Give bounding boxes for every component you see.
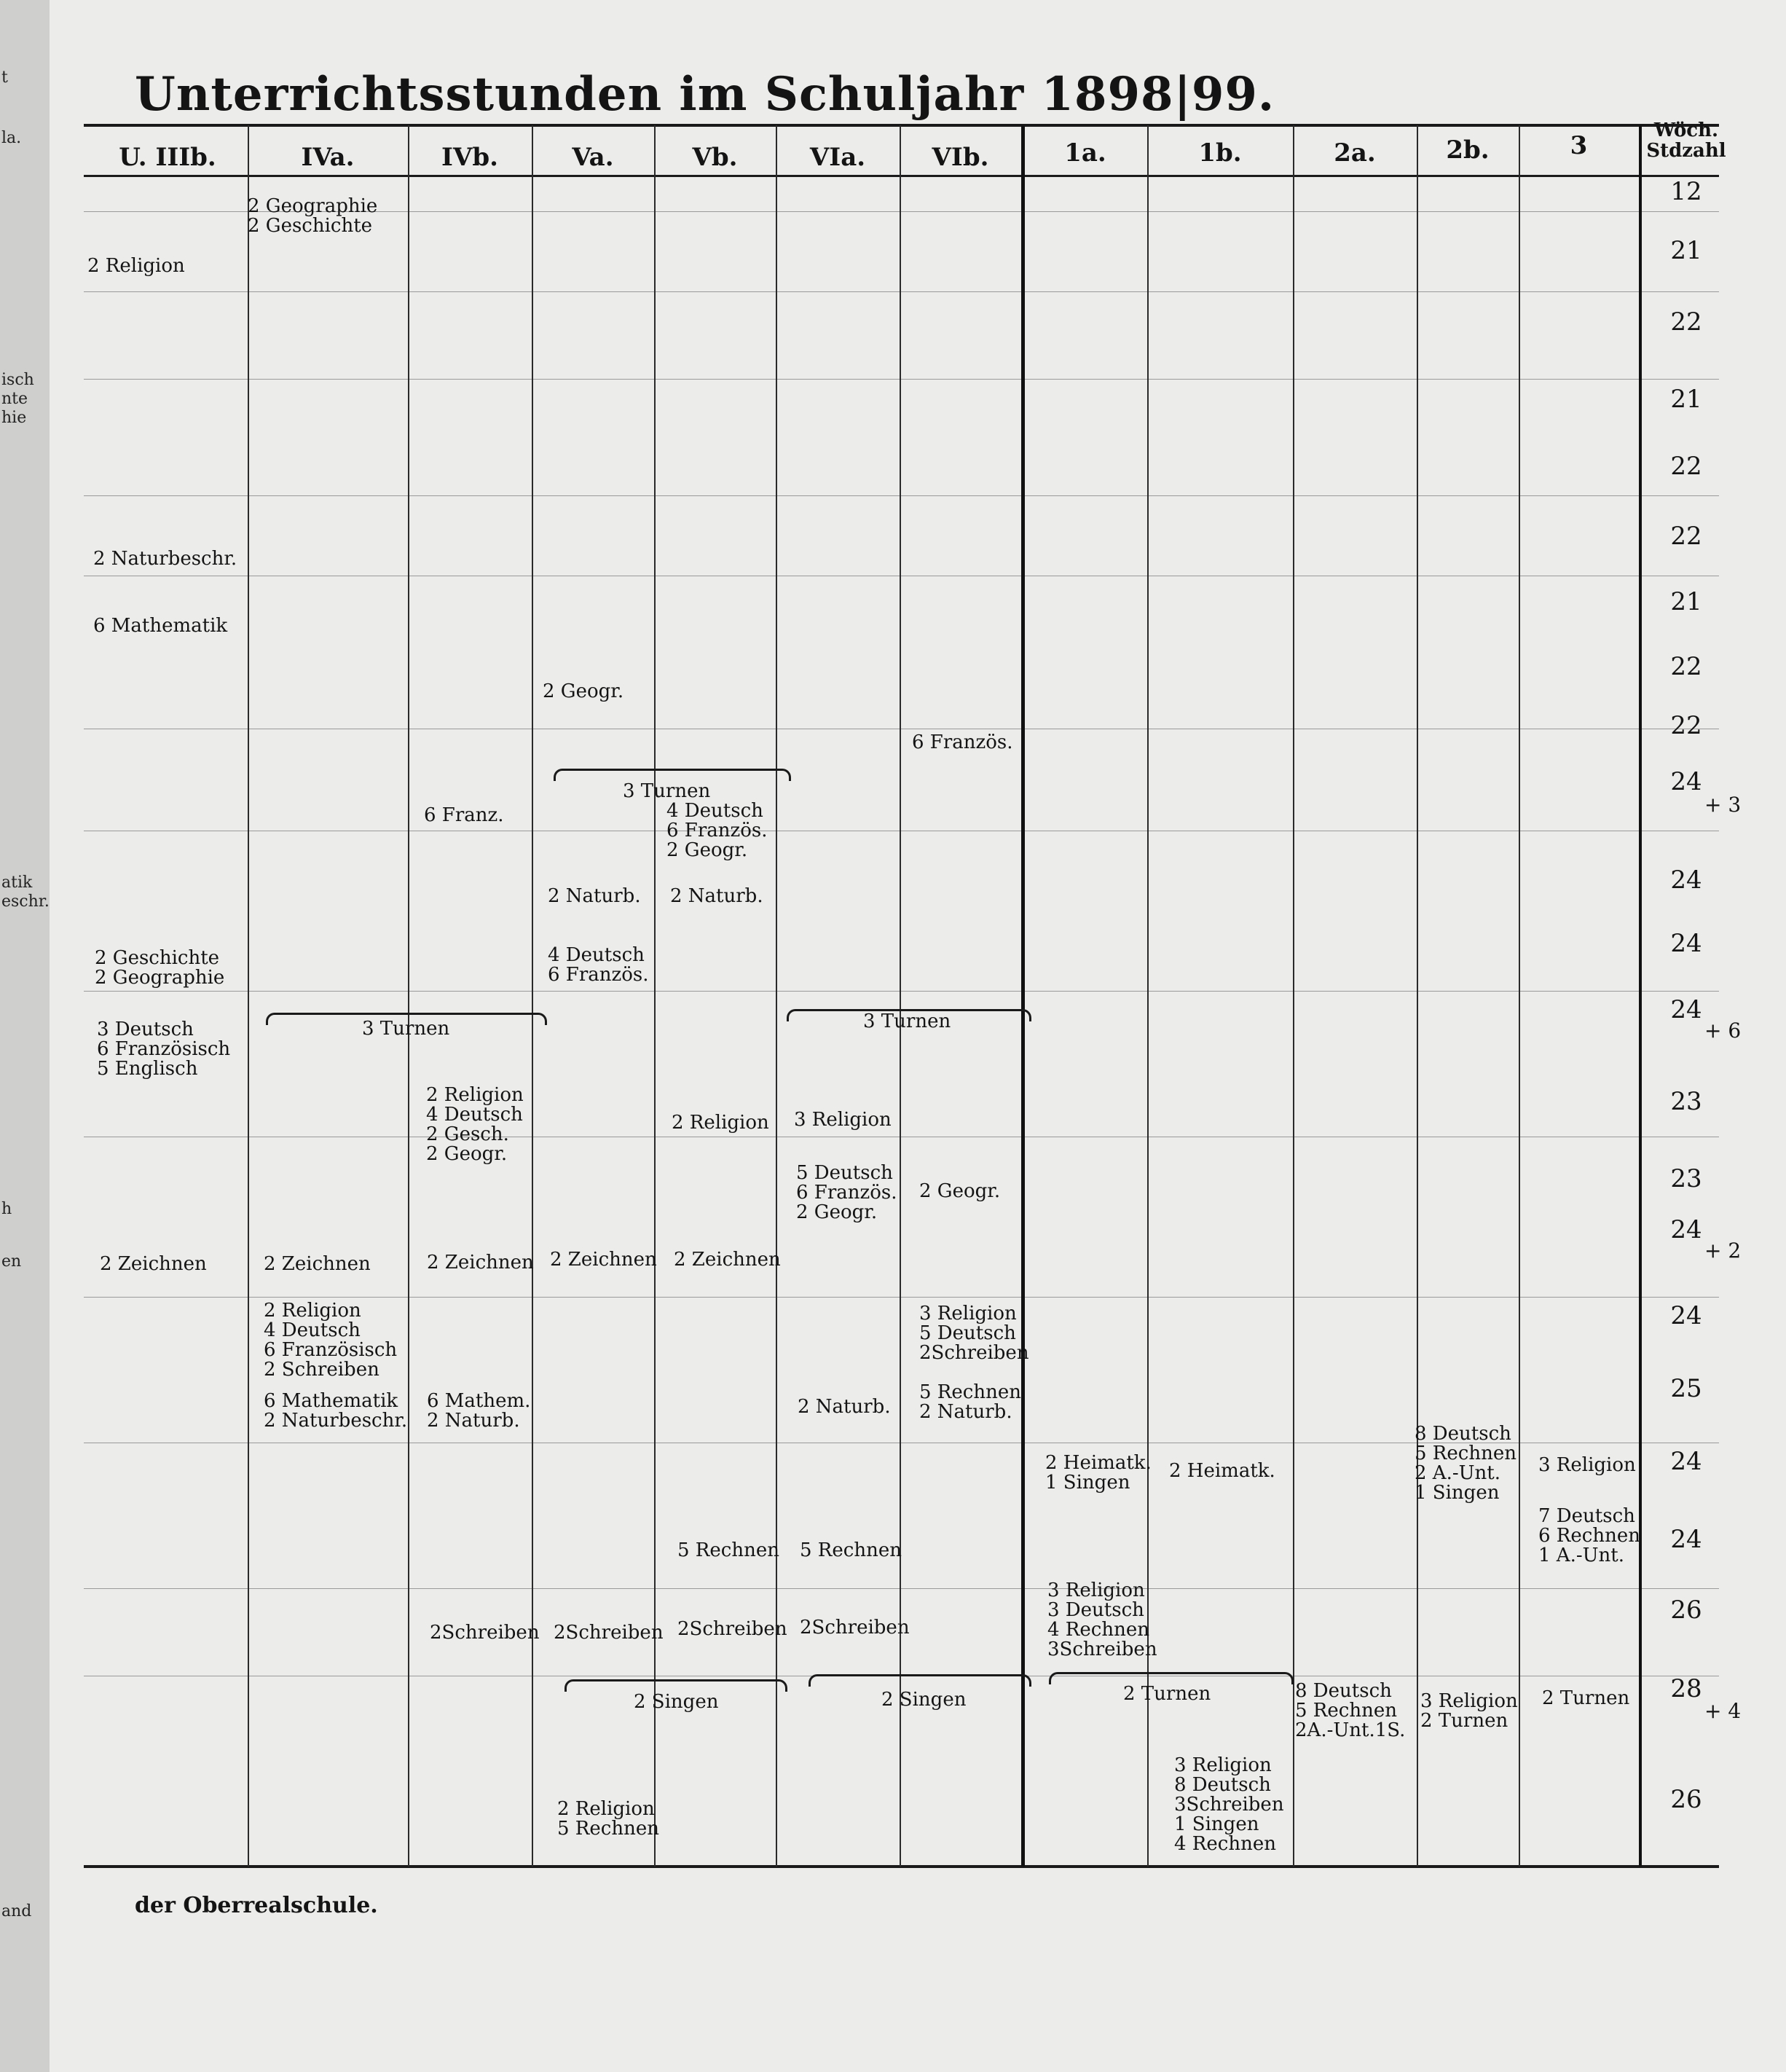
weekly-total: 22 (1670, 452, 1702, 481)
edge-fragment: eschr. (1, 892, 50, 911)
column-divider-heavy (1021, 125, 1025, 1867)
row-line (84, 1588, 1719, 1589)
lesson-cell: 2 Religion 4 Deutsch 6 Französisch 2 Schreiben (264, 1300, 398, 1381)
top-rule (84, 124, 1719, 127)
span-brace (564, 1679, 787, 1692)
column-divider (776, 125, 777, 1867)
lesson-cell: 5 Rechnen (800, 1539, 902, 1561)
lesson-cell: 3 Religion 2 Turnen (1420, 1690, 1518, 1732)
lesson-cell: 7 Deutsch 6 Rechnen 1 A.-Unt. (1538, 1505, 1640, 1566)
edge-fragment: hie (1, 409, 27, 427)
extra-hours: + 4 (1704, 1699, 1742, 1723)
weekly-total: 21 (1670, 385, 1702, 414)
weekly-total: 24 (1670, 1215, 1702, 1244)
column-header: 3 (1570, 131, 1588, 160)
lesson-cell: 2 Turnen (1123, 1683, 1211, 1705)
weekly-total: 24 (1670, 929, 1702, 958)
lesson-cell: 3 Turnen (623, 780, 711, 802)
lesson-cell: 2 Religion 4 Deutsch 2 Gesch. 2 Geogr. (426, 1084, 524, 1165)
weekly-total: 24 (1670, 1447, 1702, 1476)
weekly-total: 21 (1670, 236, 1702, 265)
row-line (84, 379, 1719, 380)
weekly-total: 22 (1670, 711, 1702, 740)
lesson-cell: 3 Religion 8 Deutsch 3Schreiben 1 Singen 4 Rechnen (1174, 1754, 1284, 1855)
lesson-cell: 2 Religion (672, 1112, 769, 1134)
header-rule (84, 175, 1719, 177)
lesson-cell: 3 Turnen (362, 1018, 450, 1040)
lesson-cell: 2 Naturbeschr. (93, 548, 237, 570)
bottom-rule (84, 1865, 1719, 1868)
weekly-total: 23 (1670, 1087, 1702, 1116)
weekly-total: 26 (1670, 1785, 1702, 1814)
lesson-cell: 4 Deutsch 6 Französ. (548, 944, 649, 986)
lesson-cell: 2 Geschichte 2 Geographie (95, 947, 225, 989)
lesson-cell: 2 Naturb. (670, 885, 763, 907)
left-margin-strip (0, 0, 52, 2072)
lesson-cell: 2Schreiben (677, 1618, 787, 1640)
weekly-total: 23 (1670, 1164, 1702, 1193)
lesson-cell: 2 Zeichnen (100, 1253, 207, 1275)
lesson-cell: 2Schreiben (554, 1622, 664, 1644)
lesson-cell: 2 Singen (634, 1691, 719, 1713)
lesson-cell: 5 Rechnen 2 Naturb. (919, 1381, 1021, 1423)
lesson-cell: 5 Rechnen (677, 1539, 779, 1561)
column-header: 2a. (1334, 138, 1376, 168)
lesson-cell: 3 Religion (1538, 1454, 1636, 1476)
lesson-cell: 2 Heimatk. (1169, 1460, 1275, 1482)
lesson-cell: 4 Deutsch 6 Französ. 2 Geogr. (666, 800, 768, 861)
page-footer: der Oberrealschule. (135, 1893, 378, 1918)
lesson-cell: 6 Mathematik 2 Naturbeschr. (264, 1390, 408, 1432)
document-page (50, 0, 1786, 2072)
column-divider (654, 125, 656, 1867)
column-header: 1a. (1064, 138, 1106, 168)
column-divider (248, 125, 249, 1867)
row-line (84, 291, 1719, 292)
lesson-cell: 2 Religion 5 Rechnen (557, 1798, 659, 1840)
column-divider (532, 125, 533, 1867)
lesson-cell: 2 Singen (881, 1689, 967, 1711)
row-line (84, 495, 1719, 496)
row-line (84, 1297, 1719, 1298)
lesson-cell: 2 Zeichnen (264, 1253, 371, 1275)
page-title: Unterrichtsstunden im Schuljahr 1898|99. (135, 67, 1275, 122)
weekly-total: 21 (1670, 587, 1702, 616)
weekly-total: 22 (1670, 652, 1702, 681)
column-header: 1b. (1198, 138, 1242, 168)
lesson-cell: 2 Naturb. (548, 885, 641, 907)
column-header: U. IIIb. (119, 143, 216, 172)
lesson-cell: 3 Religion (794, 1109, 892, 1131)
lesson-cell: 2 Religion (87, 255, 185, 277)
lesson-cell: 2 Geogr. (543, 680, 624, 702)
span-brace (554, 769, 791, 781)
lesson-cell: 3 Turnen (863, 1011, 951, 1032)
edge-fragment: atik (1, 874, 33, 892)
lesson-cell: 2 Zeichnen (427, 1252, 534, 1274)
lesson-cell: 2 Geographie 2 Geschichte (248, 195, 378, 237)
column-header: IVa. (301, 143, 355, 172)
column-header: IVb. (441, 143, 498, 172)
column-header: Vb. (692, 143, 738, 172)
extra-hours: + 2 (1704, 1239, 1742, 1263)
column-header: Va. (572, 143, 614, 172)
weekly-total: 25 (1670, 1374, 1702, 1403)
total-header: Wöch. Stdzahl (1646, 119, 1726, 162)
weekly-total: 22 (1670, 522, 1702, 551)
weekly-total: 22 (1670, 307, 1702, 337)
extra-hours: + 3 (1704, 793, 1742, 817)
weekly-total: 12 (1670, 177, 1702, 206)
lesson-cell: 6 Französ. (912, 731, 1013, 753)
lesson-cell: 2 Zeichnen (674, 1249, 781, 1271)
lesson-cell: 2 Zeichnen (550, 1249, 657, 1271)
edge-fragment: isch (1, 371, 34, 389)
column-divider (900, 125, 901, 1867)
column-divider-heavy (1639, 125, 1642, 1867)
lesson-cell: 2Schreiben (430, 1622, 540, 1644)
edge-fragment: en (1, 1252, 22, 1271)
column-divider (1293, 125, 1294, 1867)
lesson-cell: 8 Deutsch 5 Rechnen 2A.-Unt.1S. (1295, 1680, 1406, 1741)
weekly-total: 24 (1670, 767, 1702, 796)
lesson-cell: 2 Turnen (1542, 1687, 1630, 1709)
lesson-cell: 6 Mathem. 2 Naturb. (427, 1390, 531, 1432)
weekly-total: 26 (1670, 1596, 1702, 1625)
row-line (84, 991, 1719, 992)
weekly-total: 24 (1670, 866, 1702, 895)
lesson-cell: 2 Heimatk. 1 Singen (1045, 1452, 1152, 1494)
lesson-cell: 8 Deutsch 5 Rechnen 2 A.-Unt. 1 Singen (1415, 1423, 1516, 1504)
lesson-cell: 2 Geogr. (919, 1180, 1001, 1202)
column-header: VIa. (809, 143, 866, 172)
weekly-total: 24 (1670, 1301, 1702, 1330)
lesson-cell: 5 Deutsch 6 Französ. 2 Geogr. (796, 1162, 897, 1223)
weekly-total: 24 (1670, 995, 1702, 1024)
lesson-cell: 2Schreiben (800, 1617, 910, 1639)
column-divider (1519, 125, 1520, 1867)
column-header: 2b. (1446, 136, 1490, 165)
edge-fragment: la. (1, 129, 22, 147)
edge-fragment: nte (1, 390, 28, 408)
lesson-cell: 3 Religion 3 Deutsch 4 Rechnen 3Schreiben (1047, 1579, 1157, 1660)
column-divider (408, 125, 409, 1867)
lesson-cell: 6 Franz. (424, 804, 504, 826)
edge-fragment: h (1, 1200, 12, 1218)
weekly-total: 24 (1670, 1525, 1702, 1554)
span-brace (809, 1674, 1031, 1687)
lesson-cell: 6 Mathematik (93, 615, 228, 637)
weekly-total: 28 (1670, 1674, 1702, 1703)
extra-hours: + 6 (1704, 1019, 1742, 1043)
column-divider (1417, 125, 1418, 1867)
lesson-cell: 3 Deutsch 6 Französisch 5 Englisch (97, 1019, 231, 1080)
edge-fragment: and (1, 1902, 32, 1920)
lesson-cell: 2 Naturb. (798, 1396, 891, 1418)
lesson-cell: 3 Religion 5 Deutsch 2Schreiben (919, 1303, 1029, 1364)
column-header: VIb. (932, 143, 989, 172)
edge-fragment: t (1, 68, 8, 87)
